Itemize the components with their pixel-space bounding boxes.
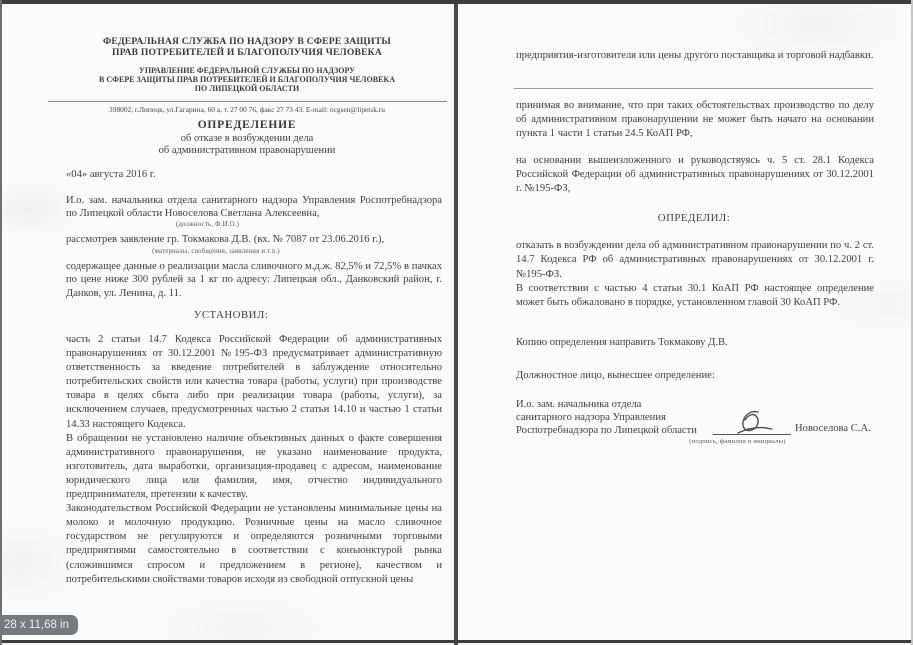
official-person-line: Должностное лицо, вынесшее определение: (516, 370, 715, 381)
page-1-scan (2, 4, 454, 640)
document-subtitle-line1: об отказе в возбуждении дела (180, 133, 314, 144)
legal-basis-paragraph: на основании вышеизложенного и руководствуясь ч. 5 ст. 28.1 Кодекса Российской Федерации об административных правонарушениях от 30.12.2001 г. №195-ФЗ, (516, 155, 874, 195)
established-paragraph-2: В обращении не установлено наличие объективных данных о факте совершения административного правонарушения, не указано наименование продукта, изготовитель, дата выработки, организация-продавец с адресом, наименование юридического лица или фамилия, имя, отчество индивидуального предпринимателя, претензии к качеству. (66, 432, 442, 501)
established-paragraph-3: Законодательством Российской Федерации не установлены минимальные цены на молоко и молочную продукцию. Розничные цены на масло сливочное государством не регулируются и определяются розничными торговыми предприятиями самостоятельно в соответствии с конъюнктурой рынка (сложившимся спросом и предложением в регионе), качеством и потребительскими свойствами товаров исходя из свободной отпускной цены (66, 503, 442, 585)
determined-heading: ОПРЕДЕЛИЛ: (657, 212, 731, 224)
dimensions-tooltip (0, 615, 78, 635)
bottom-border (0, 640, 913, 643)
org-name-line2: ПРАВ ПОТРЕБИТЕЛЕЙ И БЛАГОПОЛУЧИЯ ЧЕЛОВЕКА (112, 46, 382, 58)
dimensions-tooltip-text: 28 x 11,68 in (4, 619, 70, 631)
page-divider (454, 0, 458, 645)
department-line2: В СФЕРЕ ЗАЩИТЫ ПРАВ ПОТРЕБИТЕЛЕЙ И БЛАГОПОЛУЧИЯ ЧЕЛОВЕКА (99, 75, 395, 84)
officer-paragraph: И.о. зам. начальника отдела санитарного надзора Управления Роспотребнадзора по Липецкой области Новоселова Светлана Алексеевна, (66, 195, 442, 220)
application-caption: (материалы, сообщения, заявления и т.п.) (152, 248, 280, 255)
determined-paragraph-1: отказать в возбуждении дела об административном правонарушении по ч. 2 ст. 14.7 Кодекса РФ об административных правонарушениях от 30.12.2001 г. №195-ФЗ. (516, 240, 874, 280)
application-content-paragraph: содержащее данные о реализации масла сливочного м.д.ж. 82,5% и 72,5% в пачках по цене ниже 300 рублей за 1 кг по адресу: Липецкая обл., Данковский район, г. Данков, ул. Ленина, д. 11. (66, 261, 442, 299)
document-subtitle (42, 133, 452, 158)
section-divider-rule (514, 88, 873, 89)
org-name-line1: ФЕДЕРАЛЬНАЯ СЛУЖБА ПО НАДЗОРУ В СФЕРЕ ЗАЩИТЫ (102, 36, 392, 47)
department-name (42, 66, 452, 93)
consideration-paragraph: принимая во внимание, что при таких обстоятельствах производство по делу об административном правонарушении не может быть начато на основании пункта 1 части 1 статьи 24.5 КоАП РФ, (516, 100, 874, 140)
determined-body (516, 239, 874, 310)
established-body (66, 333, 442, 587)
top-border (0, 0, 913, 4)
signatory-position (516, 398, 726, 438)
officer-caption: (должность, Ф.И.О.) (175, 221, 240, 228)
established-heading: УСТАНОВИЛ: (193, 309, 269, 321)
established-paragraph-1: часть 2 статьи 14.7 Кодекса Российской Федерации об административных правонарушениях от 30.12.2001 №195-ФЗ предусматривает административную ответственность за введение потребителей в заблуждение относительно потребительских свойств или качества товара (работы, услуги) при производстве товара в целях сбыта либо при реализации товара (работы, услуги), за исключением случаев, предусмотренных частью 2 статьи 14.10 и частью 1 статьи 14.33 настоящего Кодекса. (66, 334, 442, 430)
document-title: ОПРЕДЕЛЕНИЕ (197, 119, 297, 131)
page-2-scan (458, 4, 911, 640)
department-line3: ПО ЛИПЕЦКОЙ ОБЛАСТИ (194, 84, 300, 93)
header-divider-rule (48, 101, 447, 102)
signature-scribble (728, 408, 776, 436)
document-date: «04» августа 2016 г. (66, 169, 156, 180)
signature-caption: (подпись, фамилия и инициалы) (689, 438, 786, 445)
determined-paragraph-2: В соответствии с частью 4 статьи 30.1 КоАП РФ настоящее определение может быть обжаловано в порядке, установленном главой 30 КоАП РФ. (516, 282, 874, 309)
application-line: рассмотрев заявление гр. Токмакова Д.В. (вх. № 7087 от 23.06.2016 г.), (66, 234, 385, 245)
copy-directive-line: Копию определения направить Токмакову Д.В. (516, 337, 728, 348)
org-name (42, 37, 452, 59)
department-line1: УПРАВЛЕНИЕ ФЕДЕРАЛЬНОЙ СЛУЖБЫ ПО НАДЗОРУ (138, 66, 356, 75)
org-address: 398002, г.Липецк, ул.Гагарина, 60 а, т. 27 00 76, факс 27 73 43. E-mail: ocgsen@lipetsk.ru (109, 105, 385, 114)
signatory-name: Новоселова С.А. (795, 423, 871, 434)
signatory-position-line1: И.о. зам. начальника отдела (516, 399, 642, 410)
signatory-position-line2: санитарного надзора Управления (516, 412, 666, 424)
signatory-position-line3: Роспотребнадзора по Липецкой области (516, 425, 697, 437)
left-border (0, 0, 2, 645)
document-subtitle-line2: об административном правонарушении (158, 145, 336, 157)
continued-paragraph: предприятия-изготовителя или цены другого поставщика и торговой надбавки. (516, 50, 874, 61)
